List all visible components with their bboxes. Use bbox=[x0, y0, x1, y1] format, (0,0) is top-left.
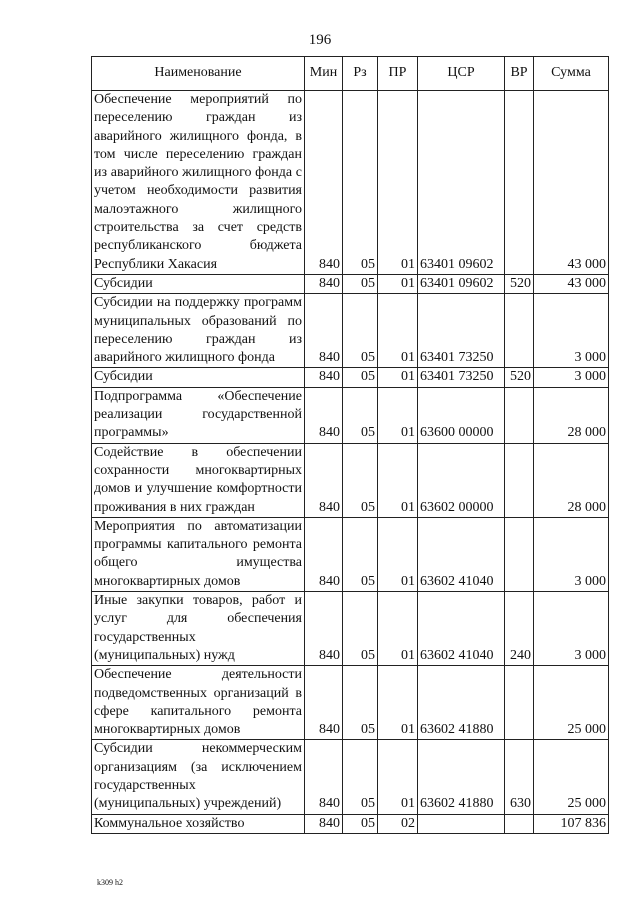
row-pr: 01 bbox=[378, 592, 418, 666]
row-csr: 63401 09602 bbox=[418, 274, 505, 293]
table-row bbox=[92, 387, 609, 443]
row-vr bbox=[505, 387, 534, 443]
row-name: Обеспечение мероприятий по переселению граждан из аварийного жилищного фонда, в том числе переселению граждан из аварийного жилищного фонда с учетом необходимости развития малоэтажного жилищного строительства за счет средств республиканского бюджета Республики Хакасия bbox=[92, 91, 305, 275]
row-name: Иные закупки товаров, работ и услуг для обеспечения государственных (муниципальных) нужд bbox=[92, 592, 305, 666]
row-vr: 520 bbox=[505, 274, 534, 293]
row-sum: 25 000 bbox=[534, 740, 609, 814]
row-min: 840 bbox=[305, 666, 343, 740]
row-sum: 3 000 bbox=[534, 592, 609, 666]
table-row bbox=[92, 592, 609, 666]
header-min: Мин bbox=[305, 57, 343, 91]
row-pr: 01 bbox=[378, 666, 418, 740]
table-row bbox=[92, 91, 609, 275]
row-min: 840 bbox=[305, 368, 343, 387]
row-rz: 05 bbox=[343, 443, 378, 517]
header-vr: ВР bbox=[505, 57, 534, 91]
header-sum: Сумма bbox=[534, 57, 609, 91]
table-row bbox=[92, 294, 609, 368]
row-csr bbox=[418, 814, 505, 833]
row-csr: 63600 00000 bbox=[418, 387, 505, 443]
row-vr: 630 bbox=[505, 740, 534, 814]
row-sum: 43 000 bbox=[534, 274, 609, 293]
row-sum: 3 000 bbox=[534, 517, 609, 591]
row-sum: 43 000 bbox=[534, 91, 609, 275]
table-row bbox=[92, 368, 609, 387]
row-min: 840 bbox=[305, 91, 343, 275]
table-row bbox=[92, 740, 609, 814]
row-rz: 05 bbox=[343, 387, 378, 443]
row-min: 840 bbox=[305, 443, 343, 517]
row-csr: 63602 41880 bbox=[418, 666, 505, 740]
header-csr: ЦСР bbox=[418, 57, 505, 91]
row-vr bbox=[505, 443, 534, 517]
row-pr: 01 bbox=[378, 517, 418, 591]
row-vr bbox=[505, 294, 534, 368]
row-min: 840 bbox=[305, 387, 343, 443]
row-vr: 240 bbox=[505, 592, 534, 666]
row-pr: 01 bbox=[378, 294, 418, 368]
table-row bbox=[92, 666, 609, 740]
row-sum: 28 000 bbox=[534, 443, 609, 517]
row-min: 840 bbox=[305, 814, 343, 833]
row-name: Мероприятия по автоматизации программы капитального ремонта общего имущества многоквартирных домов bbox=[92, 517, 305, 591]
row-name: Субсидии bbox=[92, 274, 305, 293]
row-min: 840 bbox=[305, 294, 343, 368]
row-csr: 63401 73250 bbox=[418, 294, 505, 368]
row-name: Коммунальное хозяйство bbox=[92, 814, 305, 833]
row-sum: 107 836 bbox=[534, 814, 609, 833]
row-vr bbox=[505, 517, 534, 591]
row-csr: 63602 41040 bbox=[418, 592, 505, 666]
row-rz: 05 bbox=[343, 740, 378, 814]
row-sum: 25 000 bbox=[534, 666, 609, 740]
row-pr: 01 bbox=[378, 443, 418, 517]
table-row bbox=[92, 274, 609, 293]
footer-code: k309 h2 bbox=[97, 878, 123, 887]
row-rz: 05 bbox=[343, 368, 378, 387]
row-name: Субсидии на поддержку программ муниципальных образований по переселению граждан из аварийного жилищного фонда bbox=[92, 294, 305, 368]
row-vr bbox=[505, 666, 534, 740]
page-number: 196 bbox=[308, 32, 332, 48]
row-csr: 63602 00000 bbox=[418, 443, 505, 517]
table-row bbox=[92, 814, 609, 833]
row-pr: 01 bbox=[378, 387, 418, 443]
row-min: 840 bbox=[305, 274, 343, 293]
table-row bbox=[92, 443, 609, 517]
row-csr: 63401 09602 bbox=[418, 91, 505, 275]
row-sum: 28 000 bbox=[534, 387, 609, 443]
row-rz: 05 bbox=[343, 592, 378, 666]
row-pr: 01 bbox=[378, 91, 418, 275]
row-name: Субсидии некоммерческим организациям (за исключением государственных (муниципальных) учреждений) bbox=[92, 740, 305, 814]
row-name: Подпрограмма «Обеспечение реализации государственной программы» bbox=[92, 387, 305, 443]
row-name: Обеспечение деятельности подведомственных организаций в сфере капитального ремонта многоквартирных домов bbox=[92, 666, 305, 740]
row-rz: 05 bbox=[343, 294, 378, 368]
row-min: 840 bbox=[305, 592, 343, 666]
row-csr: 63602 41040 bbox=[418, 517, 505, 591]
header-pr: ПР bbox=[378, 57, 418, 91]
row-pr: 01 bbox=[378, 274, 418, 293]
row-csr: 63602 41880 bbox=[418, 740, 505, 814]
row-vr bbox=[505, 91, 534, 275]
row-rz: 05 bbox=[343, 91, 378, 275]
table-row bbox=[92, 517, 609, 591]
row-min: 840 bbox=[305, 740, 343, 814]
header-rz: Рз bbox=[343, 57, 378, 91]
row-name: Содействие в обеспечении сохранности многоквартирных домов и улучшение комфортности проживания в них граждан bbox=[92, 443, 305, 517]
row-min: 840 bbox=[305, 517, 343, 591]
row-sum: 3 000 bbox=[534, 294, 609, 368]
row-vr: 520 bbox=[505, 368, 534, 387]
row-vr bbox=[505, 814, 534, 833]
budget-table bbox=[91, 56, 609, 834]
row-rz: 05 bbox=[343, 814, 378, 833]
row-sum: 3 000 bbox=[534, 368, 609, 387]
row-csr: 63401 73250 bbox=[418, 368, 505, 387]
header-name: Наименование bbox=[92, 57, 305, 91]
table-header-row bbox=[92, 57, 609, 91]
row-pr: 01 bbox=[378, 740, 418, 814]
row-name: Субсидии bbox=[92, 368, 305, 387]
row-rz: 05 bbox=[343, 517, 378, 591]
row-pr: 01 bbox=[378, 368, 418, 387]
row-pr: 02 bbox=[378, 814, 418, 833]
row-rz: 05 bbox=[343, 274, 378, 293]
row-rz: 05 bbox=[343, 666, 378, 740]
